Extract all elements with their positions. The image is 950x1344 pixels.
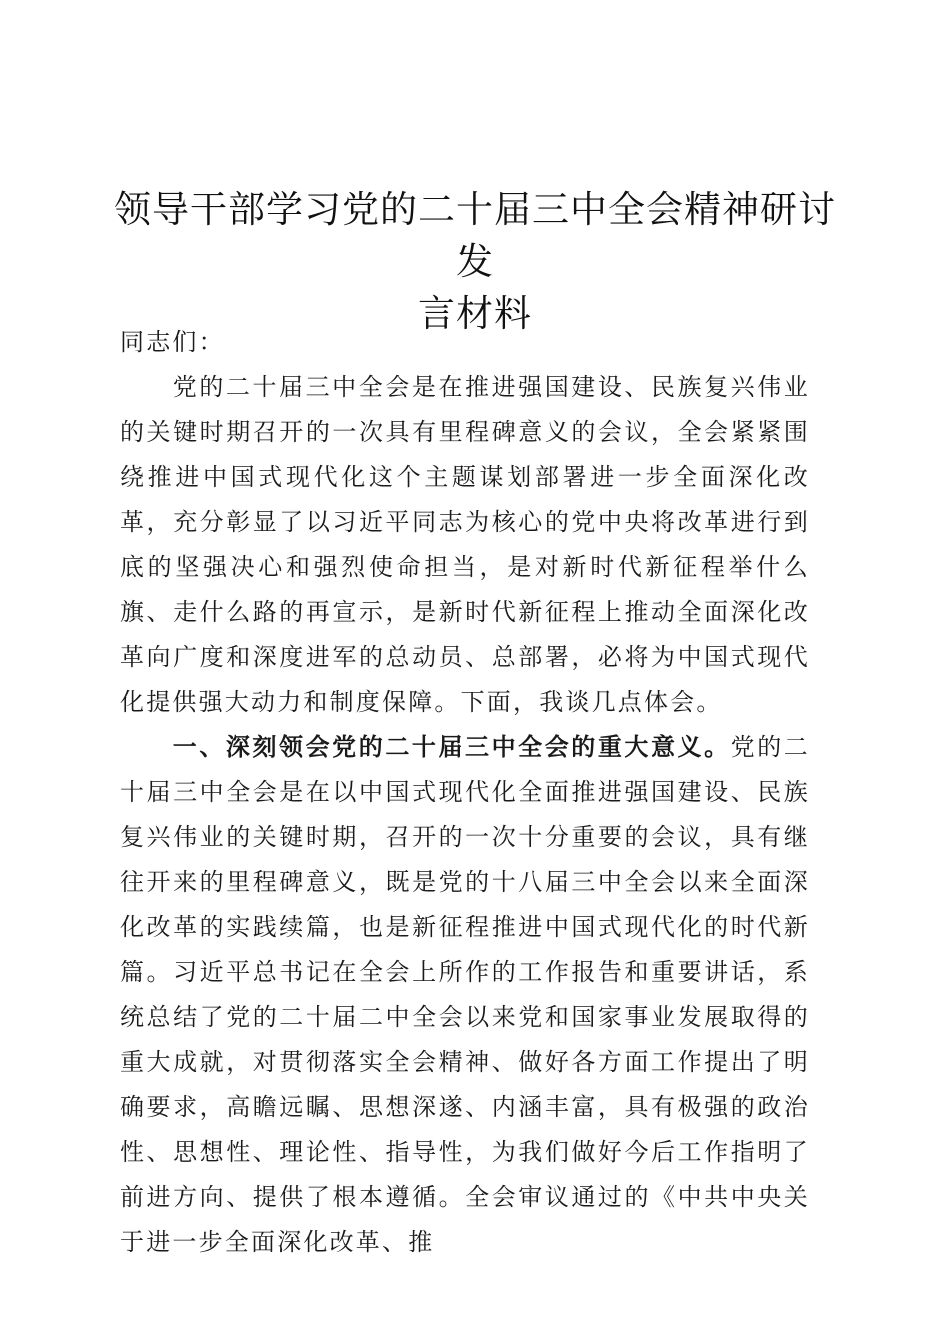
salutation: 同志们： [120, 328, 225, 356]
paragraph-intro: 党的二十届三中全会是在推进强国建设、民族复兴伟业的关键时期召开的一次具有里程碑意义的会议，全会紧紧围绕推进中国式现代化这个主题谋划部署进一步全面深化改革，充分彰显了以习近平同志为核心的党中央将改革进行到底的坚强决心和强烈使命担当，是对新时代新征程举什么旗、走什么路的再宣示，是新时代新征程上推动全面深化改革向广度和深度进军的总动员、总部署，必将为中国式现代化提供强大动力和制度保障。下面，我谈几点体会。 [120, 373, 810, 716]
paragraph-section-1 [120, 725, 810, 1265]
section-1-text: 党的二十届三中全会是在以中国式现代化全面推进强国建设、民族复兴伟业的关键时期，召开的一次十分重要的会议，具有继往开来的里程碑意义，既是党的十八届三中全会以来全面深化改革的实践续篇，也是新征程推进中国式现代化的时代新篇。习近平总书记在全会上所作的工作报告和重要讲话，系统总结了党的二十届二中全会以来党和国家事业发展取得的重大成就，对贯彻落实全会精神、做好各方面工作提出了明确要求，高瞻远瞩、思想深遂、内涵丰富，具有极强的政治性、思想性、理论性、指导性，为我们做好今后工作指明了前进方向、提供了根本遵循。全会审议通过的《中共中央关于进一步全面深化改革、推 [120, 733, 810, 1256]
title-line-2: 言材料 [418, 292, 532, 335]
section-1-heading: 一、深刻领会党的二十届三中全会的重大意义。 [172, 733, 731, 761]
document-body [120, 320, 810, 1265]
document-title [100, 184, 850, 340]
title-line-1: 领导干部学习党的二十届三中全会精神研讨发 [114, 188, 836, 283]
